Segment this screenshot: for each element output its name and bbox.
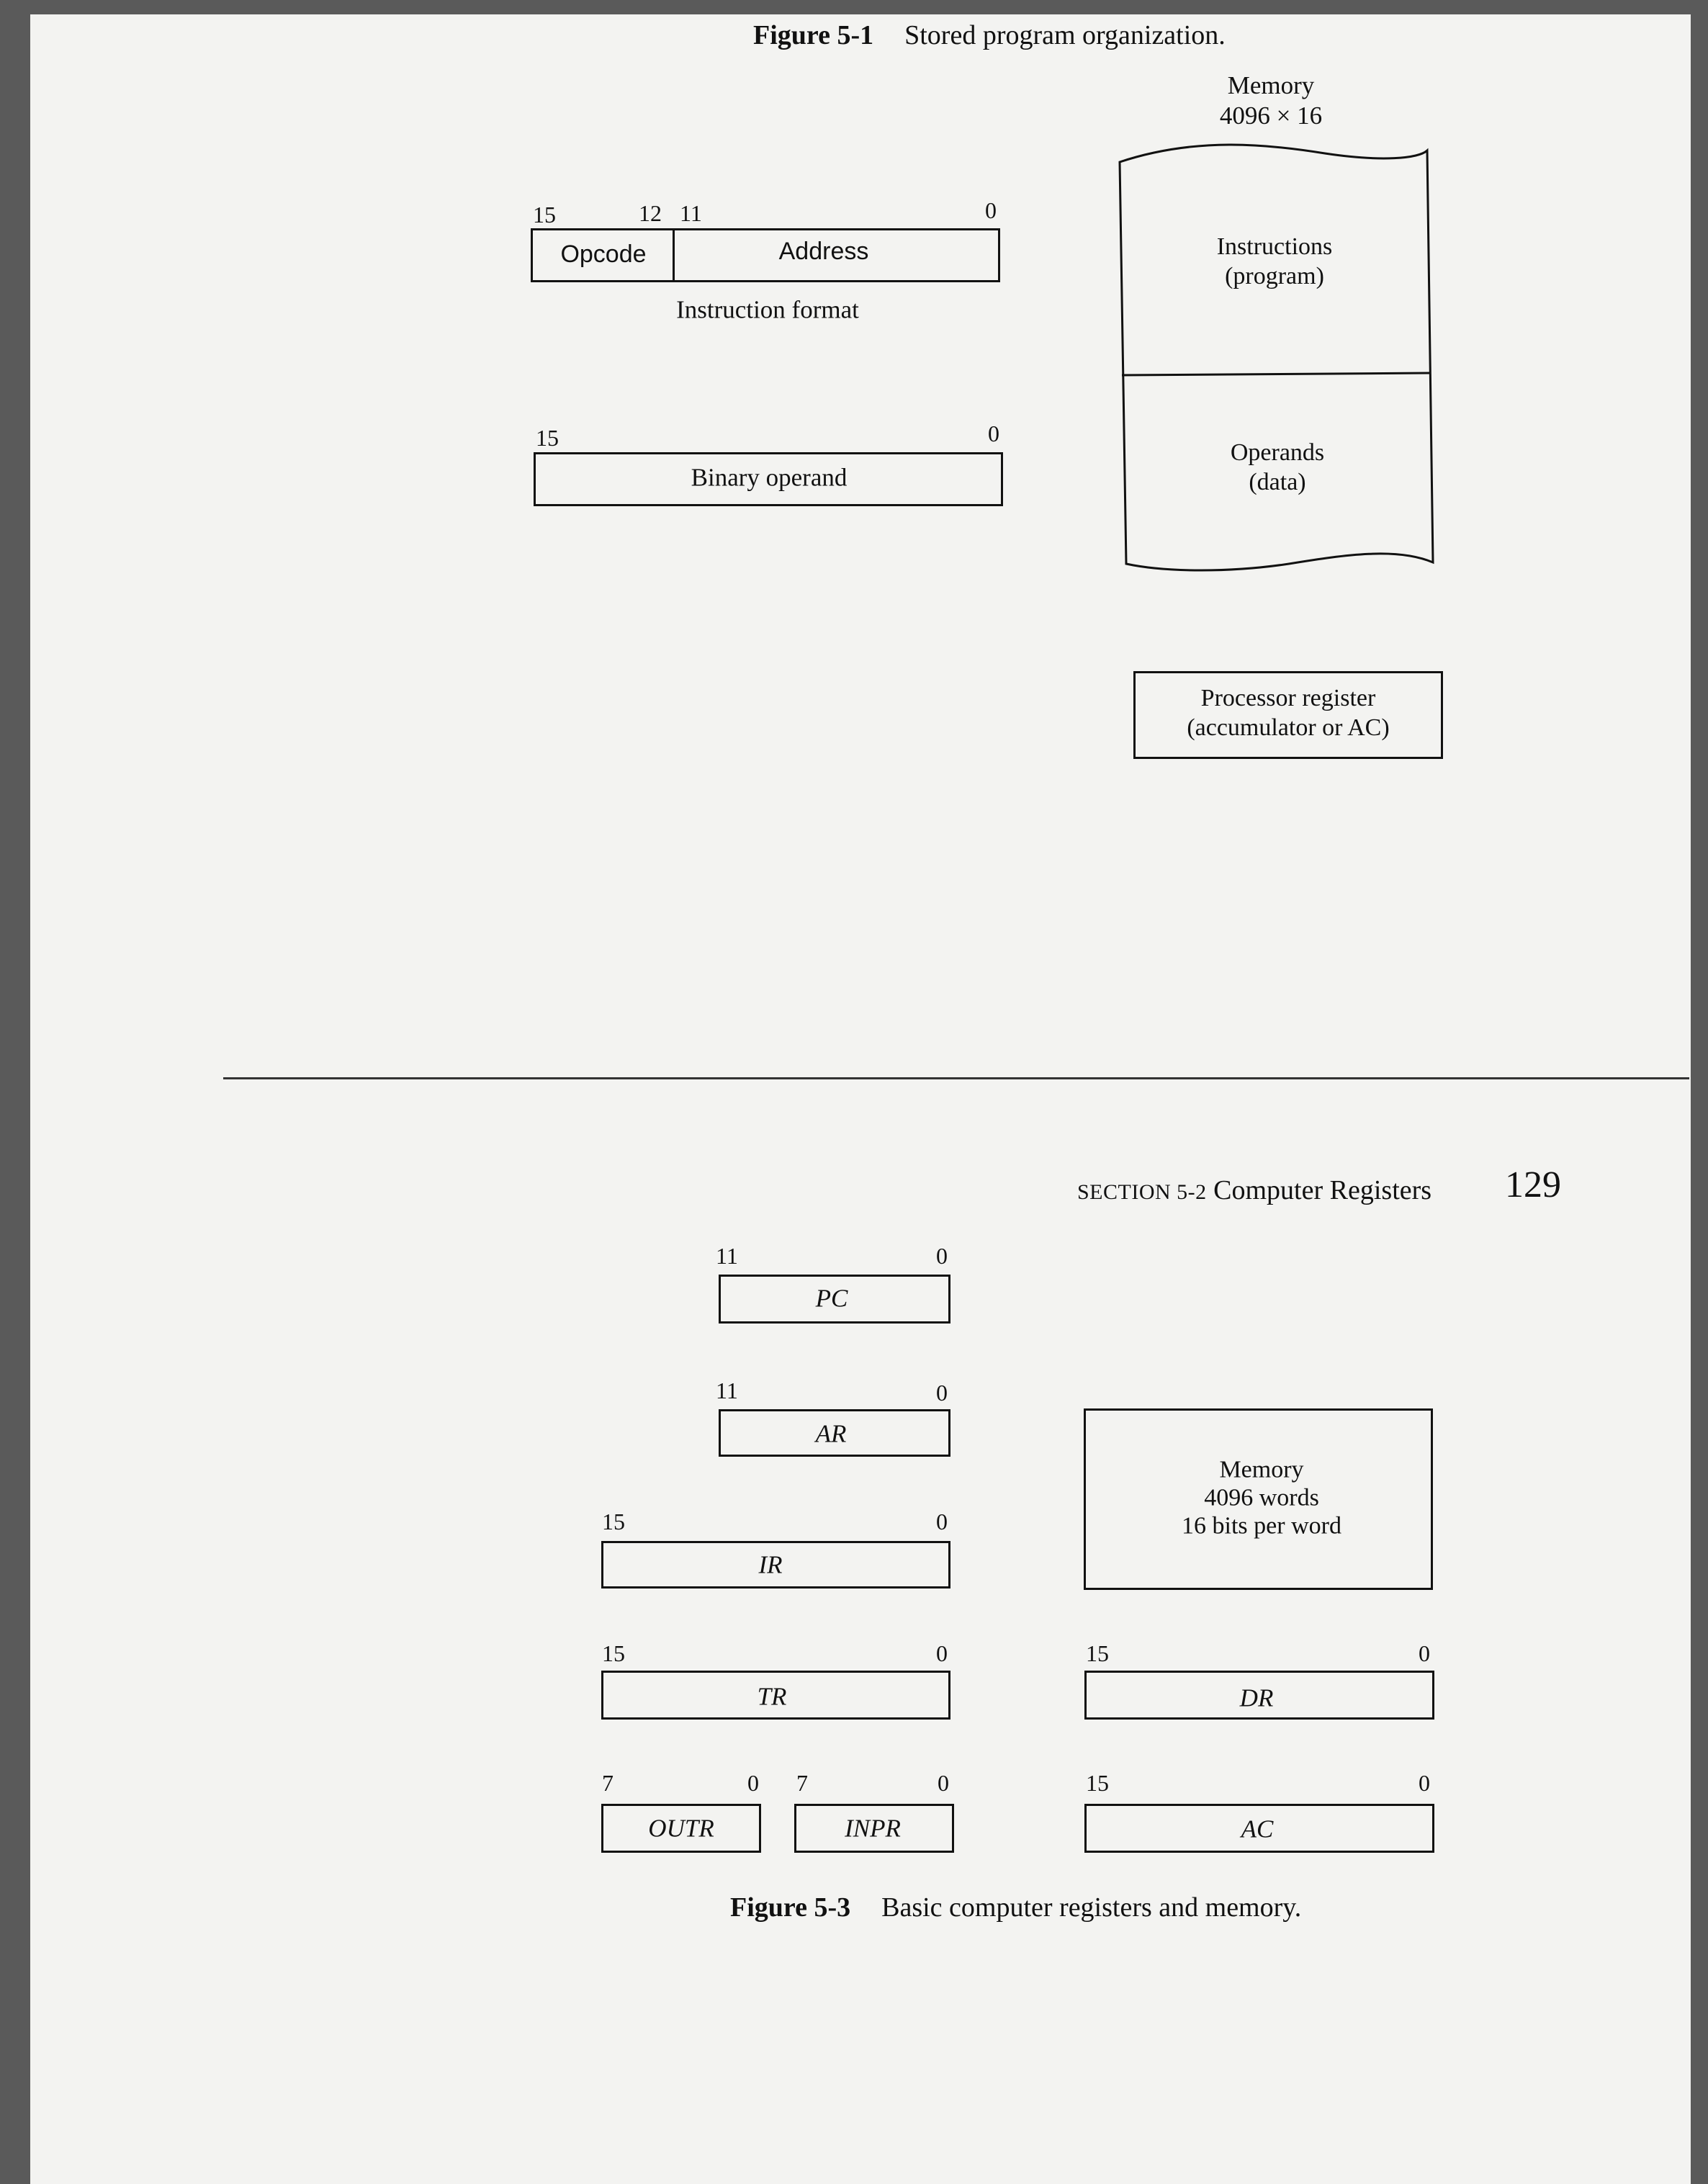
tr-bit-0: 0 (936, 1640, 948, 1666)
inpr-bit-0: 0 (938, 1770, 949, 1796)
memory-operands-section (1231, 439, 1324, 498)
instruction-bit-12: 12 (639, 200, 662, 226)
ir-bit-15: 15 (602, 1509, 625, 1534)
operands-label: Operands (1230, 439, 1325, 467)
memory-box-line-3: 16 bits per word (1182, 1512, 1341, 1540)
figure-5-1-caption (753, 22, 1226, 49)
inpr-label: INPR (845, 1814, 901, 1843)
processor-register-line-2: (accumulator or AC) (1187, 714, 1390, 741)
instruction-bit-15: 15 (533, 202, 556, 228)
memory-title-line-2: 4096 × 16 (1219, 102, 1323, 130)
memory-title (1220, 71, 1322, 131)
outr-bit-0: 0 (747, 1770, 759, 1796)
ir-label: IR (758, 1550, 783, 1579)
opcode-field: Opcode (560, 241, 647, 268)
instruction-format-caption: Instruction format (676, 295, 859, 324)
memory-title-line-1: Memory (1227, 71, 1315, 99)
dr-bit-15: 15 (1086, 1640, 1109, 1666)
tr-label: TR (757, 1682, 787, 1711)
pc-bit-11: 11 (716, 1243, 738, 1269)
operand-bit-15: 15 (536, 425, 559, 451)
figure-5-3-caption (730, 1894, 1301, 1921)
pc-bit-0: 0 (936, 1243, 948, 1269)
page-separator (223, 1077, 1689, 1079)
instruction-bit-0: 0 (985, 197, 997, 223)
figure-5-1-label: Figure 5-1 (753, 20, 874, 50)
ac-label: AC (1241, 1815, 1274, 1843)
program-label: (program) (1225, 263, 1324, 289)
ar-bit-11: 11 (716, 1378, 738, 1403)
memory-box-line-2: 4096 words (1204, 1484, 1319, 1511)
instructions-label: Instructions (1216, 233, 1333, 261)
section-title: Computer Registers (1213, 1175, 1432, 1205)
operand-bit-0: 0 (988, 421, 999, 446)
ac-bit-0: 0 (1419, 1770, 1430, 1796)
pc-label: PC (815, 1284, 848, 1313)
section-prefix: SECTION 5-2 (1077, 1180, 1207, 1204)
dr-bit-0: 0 (1419, 1640, 1430, 1666)
inpr-bit-7: 7 (796, 1770, 808, 1796)
figure-5-1-caption-text: Stored program organization. (904, 20, 1226, 50)
outr-label: OUTR (648, 1814, 714, 1843)
ir-bit-0: 0 (936, 1509, 948, 1534)
ac-bit-15: 15 (1086, 1770, 1109, 1796)
data-label: (data) (1249, 469, 1306, 495)
binary-operand-label: Binary operand (691, 463, 848, 492)
ar-bit-0: 0 (936, 1380, 948, 1406)
opcode-divider (673, 228, 675, 282)
page-number: 129 (1505, 1164, 1561, 1205)
memory-block-outline (1120, 145, 1433, 570)
memory-box-label (1182, 1455, 1341, 1540)
memory-box-line-1: Memory (1219, 1456, 1304, 1483)
memory-divider (1122, 373, 1431, 375)
tr-bit-15: 15 (602, 1640, 625, 1666)
ar-label: AR (815, 1419, 847, 1448)
dr-label: DR (1239, 1684, 1274, 1712)
memory-instructions-section (1217, 233, 1333, 292)
instruction-bit-11: 11 (680, 200, 702, 226)
memory-block (1109, 140, 1447, 580)
figure-5-3-label: Figure 5-3 (730, 1892, 851, 1923)
outr-bit-7: 7 (602, 1770, 613, 1796)
address-field: Address (778, 238, 869, 265)
figure-5-3-caption-text: Basic computer registers and memory. (881, 1892, 1302, 1923)
running-header (1077, 1177, 1431, 1204)
processor-register-line-1: Processor register (1200, 685, 1376, 712)
processor-register-label (1187, 684, 1389, 743)
